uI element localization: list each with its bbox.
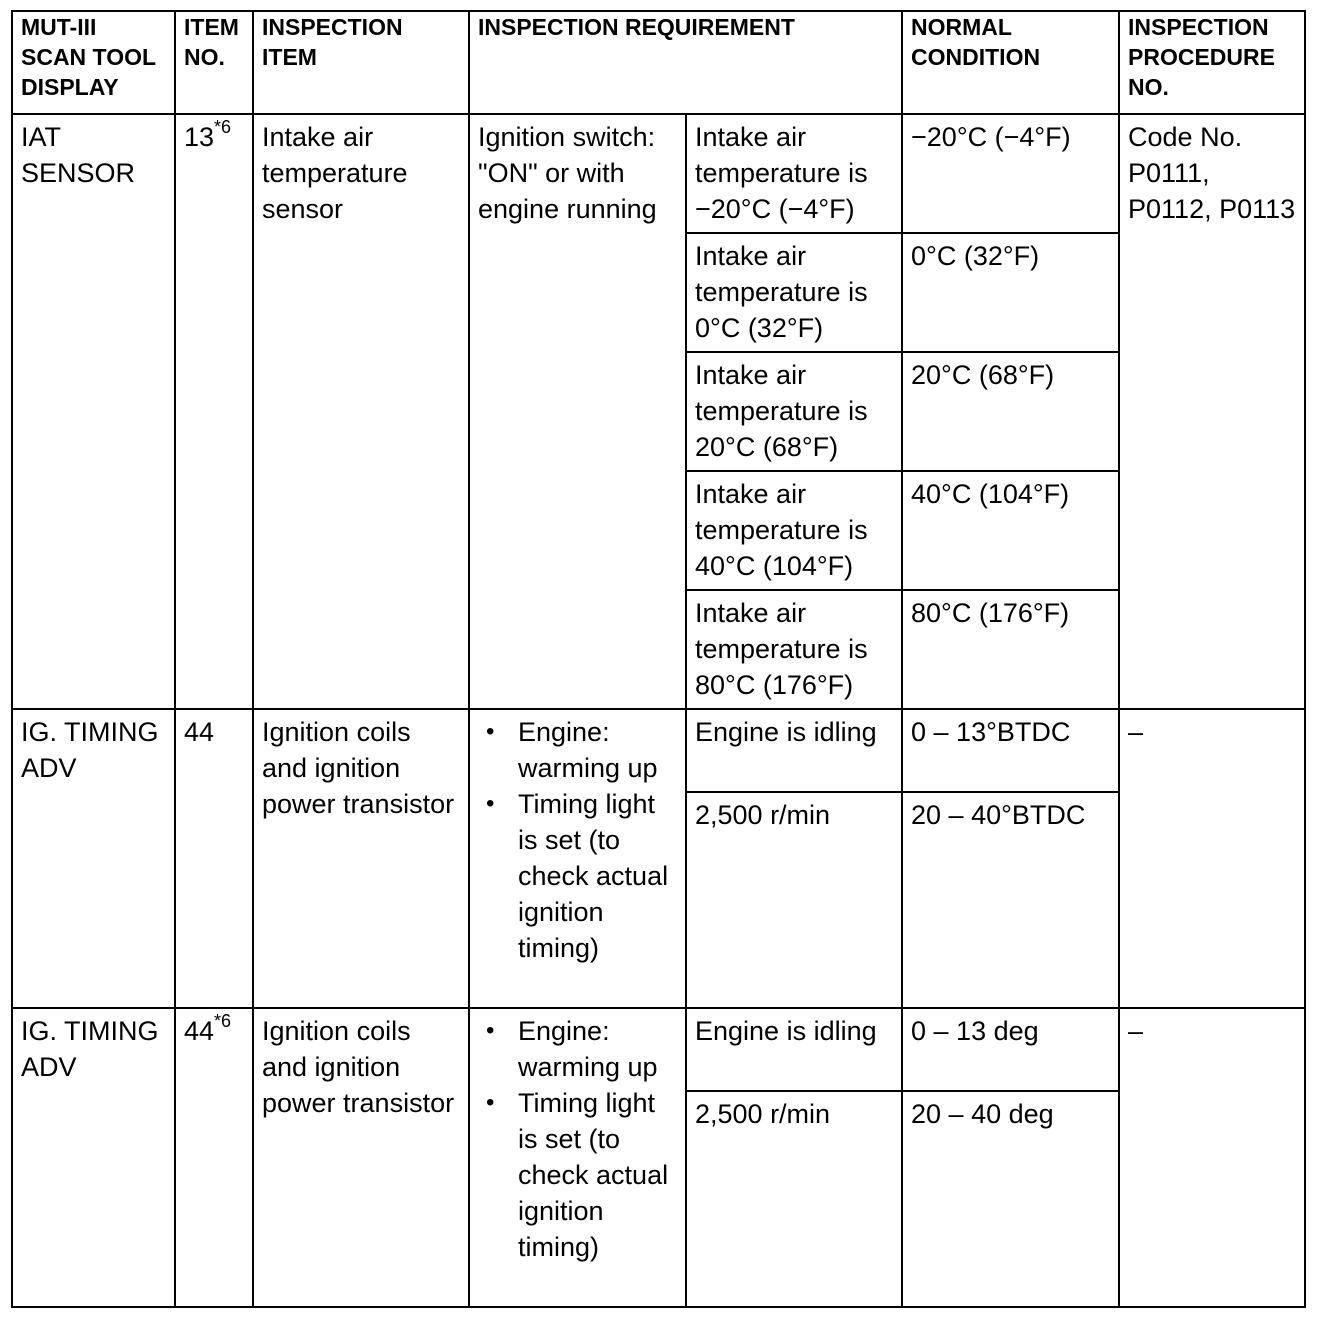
header-display: MUT-III SCAN TOOL DISPLAY (12, 11, 175, 114)
header-row (12, 11, 1305, 114)
header-inspection-requirement: INSPECTION REQUIREMENT (469, 11, 902, 114)
ig2-normal-1: 0 – 13 deg (902, 1008, 1119, 1091)
iat-condition-1: Intake air temperature is −20°C (−4°F) (686, 114, 902, 233)
list-item: • Engine: warming up (478, 714, 677, 786)
ig1-condition-1: Engine is idling (686, 709, 902, 792)
iat-item-no-value: 13 (184, 122, 215, 152)
table-row (12, 1008, 1305, 1091)
ig1-requirement-list (478, 714, 677, 966)
ig2-condition-1: Engine is idling (686, 1008, 902, 1091)
ig1-display: IG. TIMING ADV (12, 709, 175, 1008)
header-inspection-item: INSPECTION ITEM (253, 11, 469, 114)
ig2-display: IG. TIMING ADV (12, 1008, 175, 1307)
ig2-condition-2: 2,500 r/min (686, 1091, 902, 1307)
iat-item-note: *6 (214, 117, 232, 137)
iat-inspection-item: Intake air temperature sensor (253, 114, 469, 709)
ig2-normal-2: 20 – 40 deg (902, 1091, 1119, 1307)
ig2-requirement-list (478, 1013, 677, 1265)
iat-item-no (175, 114, 253, 709)
inspection-table (11, 10, 1306, 1308)
iat-condition-3: Intake air temperature is 20°C (68°F) (686, 352, 902, 471)
ig2-item-no-value: 44 (184, 1016, 215, 1046)
ig1-normal-2: 20 – 40°BTDC (902, 792, 1119, 1008)
iat-condition-5: Intake air temperature is 80°C (176°F) (686, 590, 902, 709)
iat-normal-5: 80°C (176°F) (902, 590, 1119, 709)
ig1-requirement (469, 709, 686, 1008)
iat-normal-2: 0°C (32°F) (902, 233, 1119, 352)
iat-normal-3: 20°C (68°F) (902, 352, 1119, 471)
iat-normal-1: −20°C (−4°F) (902, 114, 1119, 233)
table-row (12, 114, 1305, 233)
iat-procedure: Code No. P0111, P0112, P0113 (1119, 114, 1305, 709)
iat-condition-2: Intake air temperature is 0°C (32°F) (686, 233, 902, 352)
ig1-condition-2: 2,500 r/min (686, 792, 902, 1008)
iat-display: IAT SENSOR (12, 114, 175, 709)
ig2-inspection-item: Ignition coils and ignition power transistor (253, 1008, 469, 1307)
ig1-inspection-item: Ignition coils and ignition power transistor (253, 709, 469, 1008)
list-item: • Engine: warming up (478, 1013, 677, 1085)
header-item-no: ITEM NO. (175, 11, 253, 114)
header-normal-condition: NORMAL CONDITION (902, 11, 1119, 114)
ig1-item-no: 44 (175, 709, 253, 1008)
ig1-normal-1: 0 – 13°BTDC (902, 709, 1119, 792)
iat-normal-4: 40°C (104°F) (902, 471, 1119, 590)
list-item: • Timing light is set (to check actual ignition timing) (478, 786, 677, 966)
header-procedure-no: INSPECTION PROCEDURE NO. (1119, 11, 1305, 114)
ig2-item-no (175, 1008, 253, 1307)
ig2-procedure: – (1119, 1008, 1305, 1307)
table-row (12, 709, 1305, 792)
ig2-item-note: *6 (214, 1011, 232, 1031)
iat-requirement: Ignition switch: "ON" or with engine running (469, 114, 686, 709)
iat-condition-4: Intake air temperature is 40°C (104°F) (686, 471, 902, 590)
ig1-procedure: – (1119, 709, 1305, 1008)
list-item: • Timing light is set (to check actual ignition timing) (478, 1085, 677, 1265)
ig2-requirement (469, 1008, 686, 1307)
